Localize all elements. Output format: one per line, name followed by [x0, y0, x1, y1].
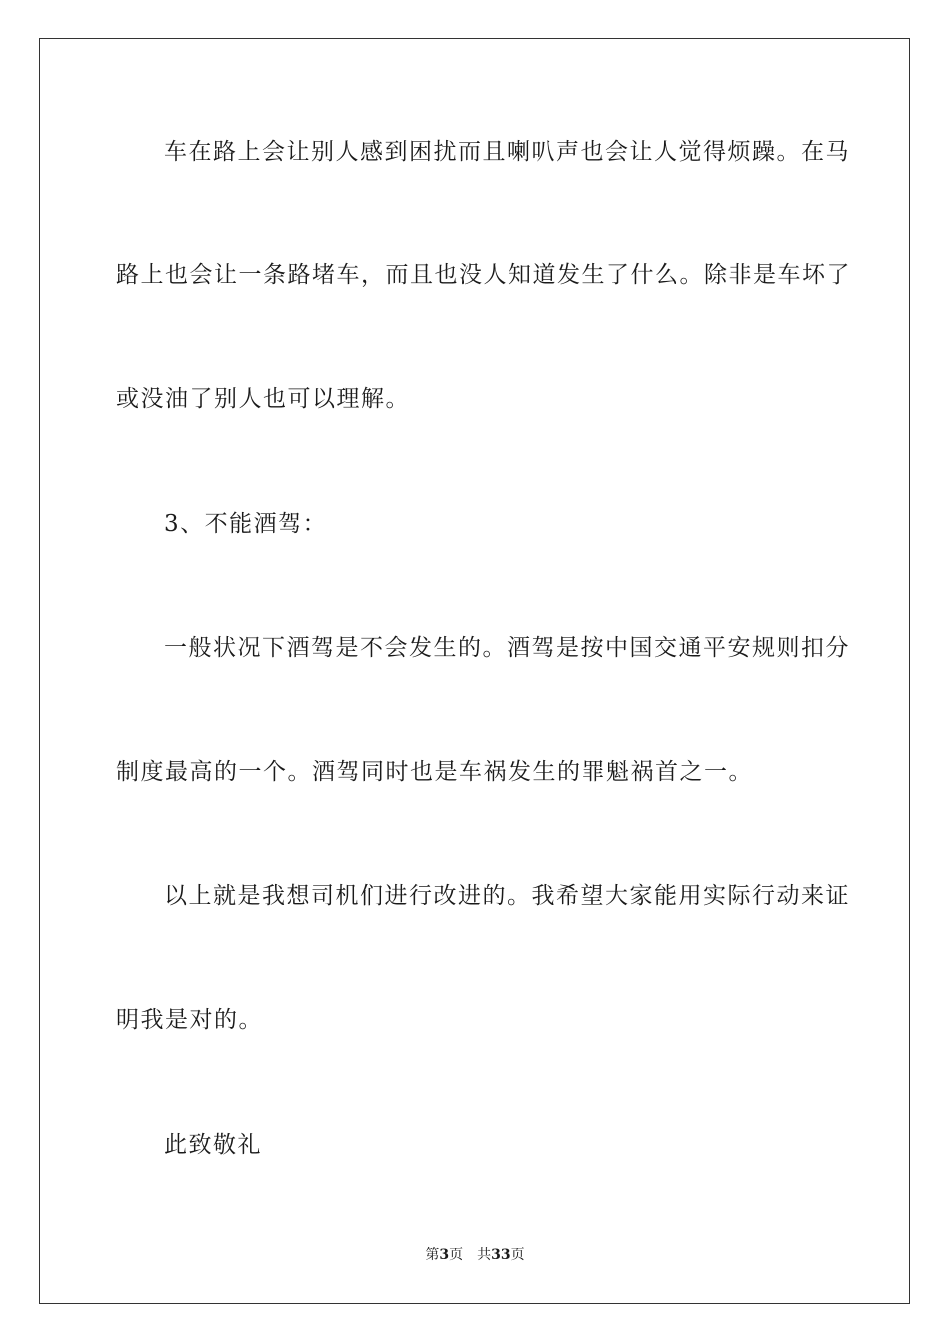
paragraph-line: 明我是对的。 [116, 1007, 263, 1033]
closing-salutation: 此致敬礼 [164, 1132, 262, 1158]
paragraph-line: 车在路上会让别人感到困扰而且喇叭声也会让人觉得烦躁。在马 [164, 139, 850, 165]
section-heading: 3、不能酒驾： [164, 511, 328, 537]
page-number: 3 [439, 1247, 450, 1263]
page-prefix: 第 [425, 1247, 440, 1263]
page-border [39, 38, 910, 1304]
paragraph-line: 路上也会让一条路堵车，而且也没人知道发生了什么。除非是车坏了 [116, 262, 851, 288]
paragraph-line: 或没油了别人也可以理解。 [116, 386, 410, 412]
total-prefix: 共 [477, 1247, 492, 1263]
page-footer [0, 1246, 950, 1264]
paragraph-line: 一般状况下酒驾是不会发生的。酒驾是按中国交通平安规则扣分 [164, 635, 850, 661]
paragraph-line: 以上就是我想司机们进行改进的。我希望大家能用实际行动来证 [164, 883, 850, 909]
paragraph-line: 制度最高的一个。酒驾同时也是车祸发生的罪魁祸首之一。 [116, 759, 753, 785]
total-suffix: 页 [510, 1247, 525, 1263]
page-suffix: 页 [449, 1247, 464, 1263]
total-pages: 33 [491, 1247, 511, 1263]
